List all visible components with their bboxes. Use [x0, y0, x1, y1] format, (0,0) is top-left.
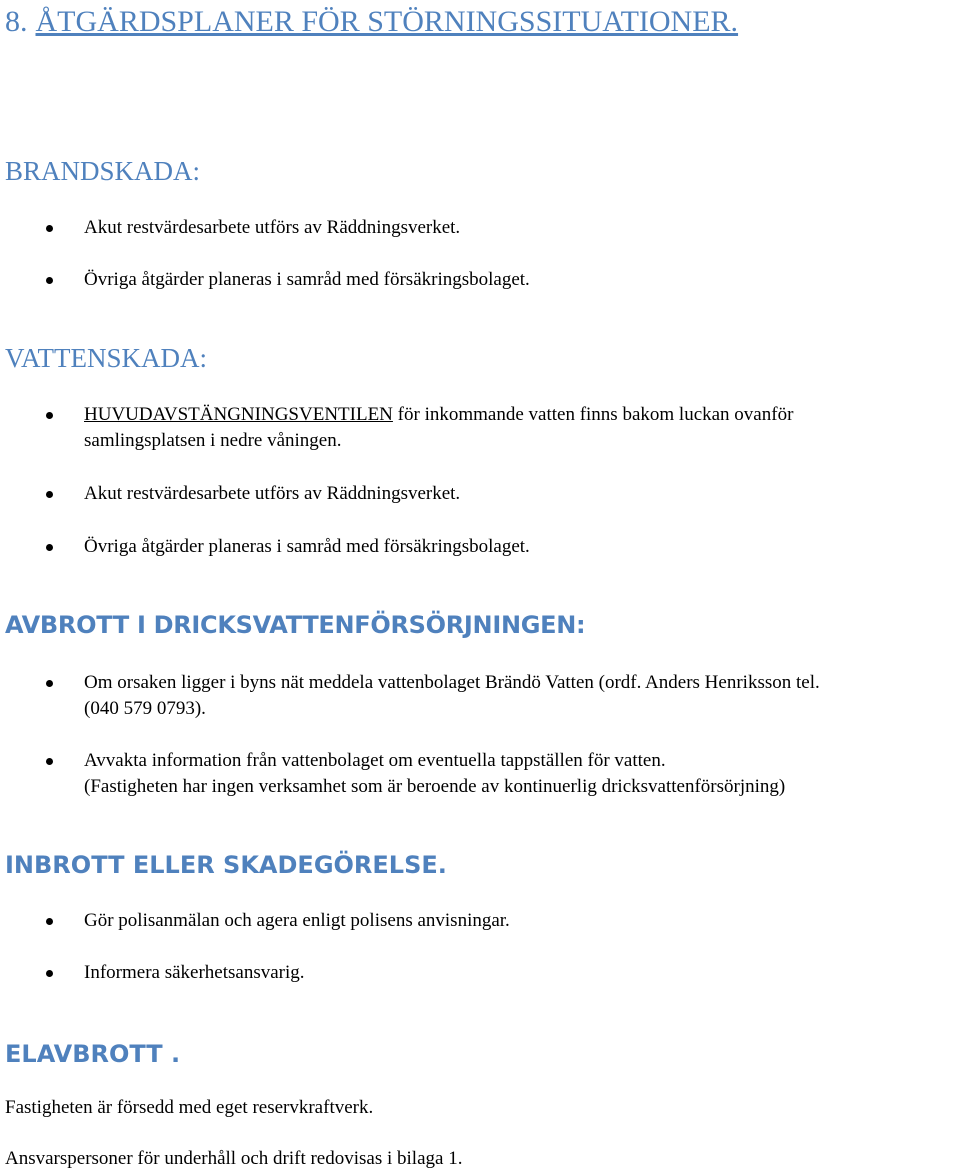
list-item: Avvakta information från vattenbolaget om eventuella tappställen för vatten. (Fastigheten har ingen verksamhet som är beroende av kontinuerlig dricksvattenförsörjning) — [84, 748, 944, 800]
heading-inbrott: INBROTT ELLER SKADEGÖRELSE. — [5, 851, 447, 879]
bullet-icon — [46, 680, 53, 687]
bullet-icon — [46, 918, 53, 925]
heading-elavbrott: ELAVBROTT . — [5, 1040, 181, 1068]
heading-vattenskada: VATTENSKADA: — [5, 343, 208, 373]
heading-brandskada: BRANDSKADA: — [5, 156, 201, 186]
list-item: Akut restvärdesarbete utförs av Räddningsverket. — [84, 481, 944, 507]
list-item: Övriga åtgärder planeras i samråd med försäkringsbolaget. — [84, 534, 944, 560]
bullet-icon — [46, 970, 53, 977]
page-title — [5, 4, 738, 40]
bullet-icon — [46, 277, 53, 284]
valve-name: HUVUDAVSTÄNGNINGSVENTILEN — [84, 404, 393, 425]
body-text: Ansvarspersoner för underhåll och drift redovisas i bilaga 1. — [5, 1148, 463, 1169]
list-item: Om orsaken ligger i byns nät meddela vattenbolaget Brändö Vatten (ordf. Anders Henriksson tel. (040 579 0793). — [84, 670, 944, 722]
bullet-icon — [46, 491, 53, 498]
section-title-link[interactable]: ÅTGÄRDSPLANER FÖR STÖRNINGSSITUATIONER. — [35, 5, 739, 38]
bullet-icon — [46, 225, 53, 232]
bullet-icon — [46, 412, 53, 419]
list-item: Informera säkerhetsansvarig. — [84, 960, 944, 986]
list-item: Akut restvärdesarbete utförs av Räddningsverket. — [84, 215, 944, 241]
section-number: 8. — [5, 5, 28, 38]
bullet-icon — [46, 758, 53, 765]
bullet-icon — [46, 544, 53, 551]
body-text: Fastigheten är försedd med eget reservkraftverk. — [5, 1097, 374, 1118]
list-item: Övriga åtgärder planeras i samråd med försäkringsbolaget. — [84, 267, 944, 293]
heading-avbrott: AVBROTT I DRICKSVATTENFÖRSÖRJNINGEN: — [5, 611, 586, 639]
list-item: Gör polisanmälan och agera enligt polisens anvisningar. — [84, 908, 944, 934]
list-item: HUVUDAVSTÄNGNINGSVENTILEN för inkommande vatten finns bakom luckan ovanför samlingsplatsen i nedre våningen. — [84, 402, 944, 454]
